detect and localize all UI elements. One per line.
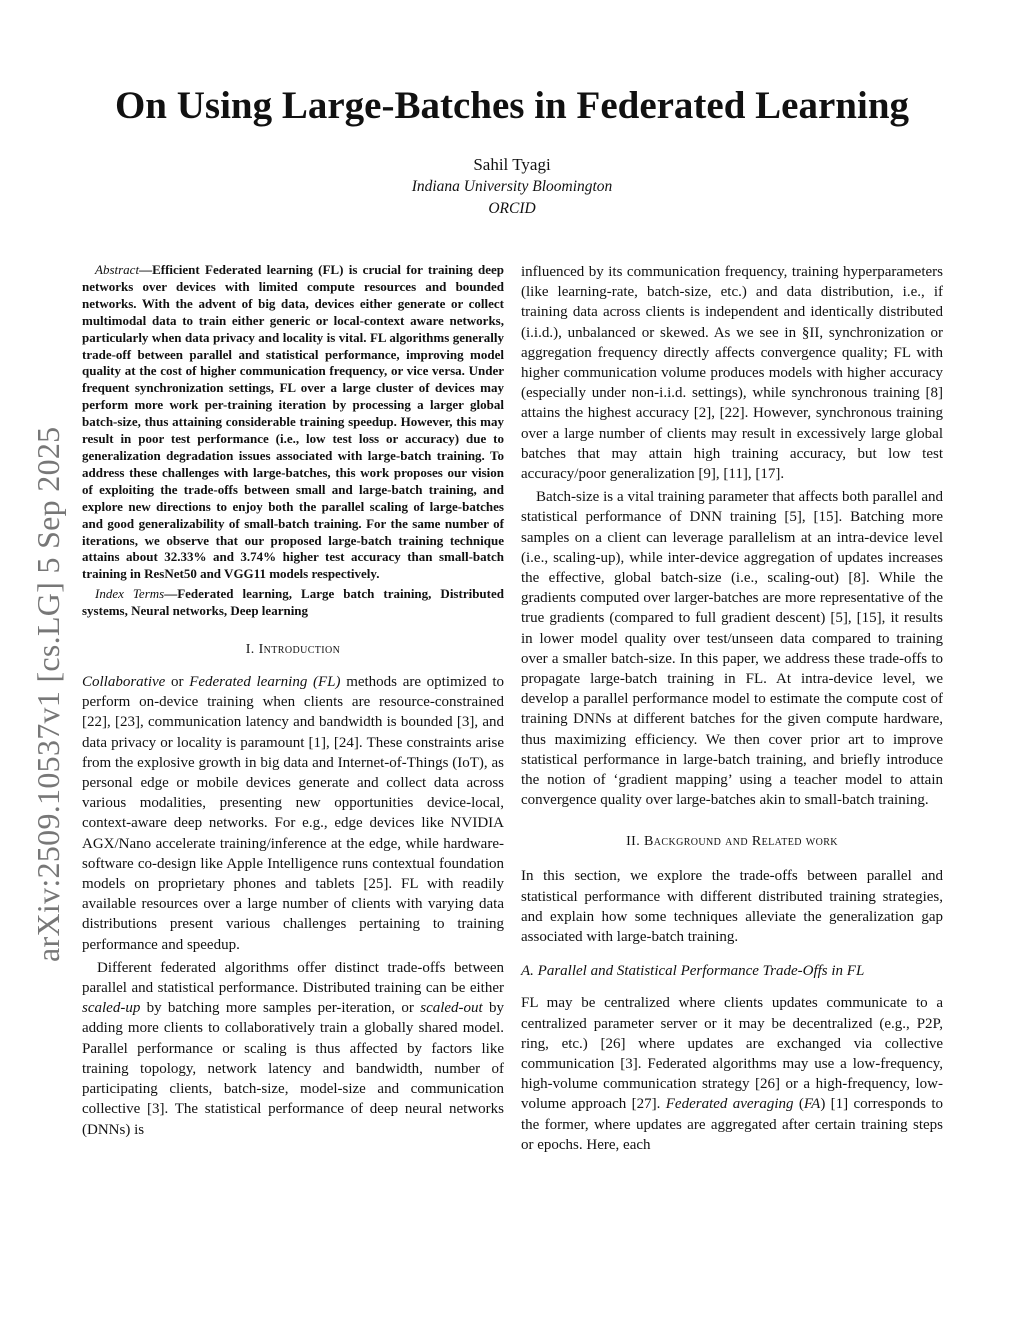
paper-title: On Using Large-Batches in Federated Learning <box>114 84 910 127</box>
bg-p2-text-3: ) [1] corresponds to the former, where updates are aggregated after certain training steps or epochs. Here, each <box>521 1096 943 1153</box>
intro-p1-text-1: or <box>165 674 190 691</box>
intro-paragraph-1 <box>82 672 504 955</box>
author-name: Sahil Tyagi <box>473 155 551 174</box>
index-terms-text: —Federated learning, Large batch training, Distributed systems, Neural networks, Deep learning <box>82 586 504 619</box>
bg-p2-emphasis-1: Federated averaging <box>665 1096 794 1113</box>
intro-p1-emphasis-2: Federated learning (FL) <box>189 674 341 691</box>
bg-p2-text-1: FL may be centralized where clients updates communicate to a centralized parameter server or it may be decentralized (e.g., P2P, ring, etc.) [26] where updates are exchanged via collective communication [3]. Federated algorithms may use a low-frequency, high-volume communication strategy [26] or a high-frequency, low-volume approach [27]. <box>521 995 943 1113</box>
index-terms <box>82 586 504 620</box>
index-terms-label: Index Terms <box>95 586 165 602</box>
abstract-text: —Efficient Federated learning (FL) is crucial for training deep networks over devices with limited compute resources and bounded networks. With the advent of big data, devices either generate or collect multimodal data to train either generic or local-context aware networks, particularly when data privacy and locality is vital. FL algorithms generally trade-off between parallel and statistical performance, improving model quality at the cost of higher communication frequency, or vice versa. Under frequent synchronization settings, FL over a large cluster of devices may perform more work per-training iteration by processing a larger global batch-size, thus attaining considerable training speedup. However, this may result in poor test performance (i.e., low test loss or accuracy) due to generalization degradation issues associated with large-batch training. To address these challenges with large-batches, this work proposes our vision of exploiting the trade-offs between small and large-batch training, and explore new directions to enjoy both the parallel scaling of large-batches and good generalizability of small-batch training. For the same number of iterations, we observe that our proposed large-batch training technique attains about 32.33% and 3.74% higher test accuracy than small-batch training in ResNet50 and VGG11 models respectively. <box>82 262 504 582</box>
intro-paragraph-2 <box>82 958 504 1140</box>
intro-p2-text-3: by adding more clients to collaboratively train a globally shared model. Parallel performance or scaling is thus affected by factors like training topology, network latency and bandwidth, number of participating clients, batch-size, model-size and communication collective [3]. The statistical performance of deep neural networks (DNNs) is <box>82 1000 505 1138</box>
intro-p2-emphasis-2: scaled-out <box>420 1000 483 1017</box>
author-block <box>0 154 1024 220</box>
intro-paragraph-4: Batch-size is a vital training parameter that affects both parallel and statistical performance of DNN training [5], [15]. Batching more samples on a client can leverage parallelism at an intra-device level (i.e., scaling-up), while inter-device aggregation of updates increases the effective, global batch-size (i.e., scaling-out) [8]. While the gradients computed over larger-batches are more representative of the true gradients (compared to full gradient descent) [5], [15], it results in lower model quality over test/unseen data compared to training over a smaller batch-size. In this paper, we address these trade-offs to propagate large-batch training in FL. At intra-device level, we develop a parallel performance model to estimate the compute cost of training DNNs at different batches for the given compute hardware, thus maximizing efficiency. We then cover prior art to improve statistical performance in large-batch training, and briefly introduce the notion of ‘gradient mapping’ using a teacher model to attain convergence quality over large-batches akin to small-batch training. <box>521 489 943 809</box>
intro-p1-text-2: methods are optimized to perform on-device training when clients are resource-constrained [22], [23], communication latency and bandwidth is bounded [3], and data privacy or locality is paramount [1], [24]. These constraints arise from the explosive growth in big data and Internet-of-Things (IoT), as personal edge or mobile devices generate and collect data across various modalities, presenting new opportunities device-local, context-aware deep networks. For e.g., edge devices like NVIDIA AGX/Nano accelerate training/inference at the edge, while hardware-software co-design like Apple Intelligence runs contextual foundation models on proprietary phones and tablets [25]. FL with readily available resources over a large number of clients with varying data distributions present various challenges pertaining to training performance and speedup. <box>82 674 505 953</box>
section-heading-introduction: I. Introduction <box>245 642 341 658</box>
intro-p2-emphasis-1: scaled-up <box>82 1000 141 1017</box>
arxiv-identifier-stamp[interactable]: arXiv:2509.10537v1 [cs.LG] 5 Sep 2025 <box>30 426 66 962</box>
author-orcid-link[interactable]: ORCID <box>488 200 536 217</box>
author-affiliation: Indiana University Bloomington <box>411 178 613 195</box>
subsection-heading-tradeoffs: A. Parallel and Statistical Performance Trade-Offs in FL <box>521 963 865 980</box>
intro-p2-text-2: by batching more samples per-iteration, or <box>140 1000 421 1017</box>
abstract <box>82 262 504 583</box>
abstract-label: Abstract <box>95 262 140 277</box>
bg-p2-text-2: ( <box>793 1096 804 1113</box>
background-paragraph-1: In this section, we explore the trade-offs between parallel and statistical performance with different distributed training strategies, and explain how some techniques alleviate the generalization gap associated with large-batch training. <box>521 868 943 946</box>
intro-paragraph-3: influenced by its communication frequency, training hyperparameters (like learning-rate, batch-size, etc.) and data distribution, i.e., if training data across clients is independent and identically distributed (i.i.d.), unbalanced or skewed. As we see in §II, synchronization or aggregation frequency directly affects convergence quality; FL with higher communication volume produces models with higher accuracy (especially under non-i.i.d. settings), while synchronous training [8] attains the highest accuracy [2], [22]. However, synchronous training over a large number of clients may result in excessively large global batches that may attain high training accuracy, but low test accuracy/poor generalization [9], [11], [17]. <box>521 264 943 483</box>
section-heading-background: II. Background and Related work <box>626 834 838 850</box>
background-paragraph-2 <box>521 993 943 1155</box>
left-column <box>82 262 504 1140</box>
intro-p1-emphasis-1: Collaborative <box>82 674 166 691</box>
right-column <box>521 262 943 1155</box>
bg-p2-emphasis-2: FA <box>803 1096 821 1113</box>
intro-p2-text-1: Different federated algorithms offer distinct trade-offs between parallel and statistical performance. Distributed training can be either <box>82 959 504 997</box>
